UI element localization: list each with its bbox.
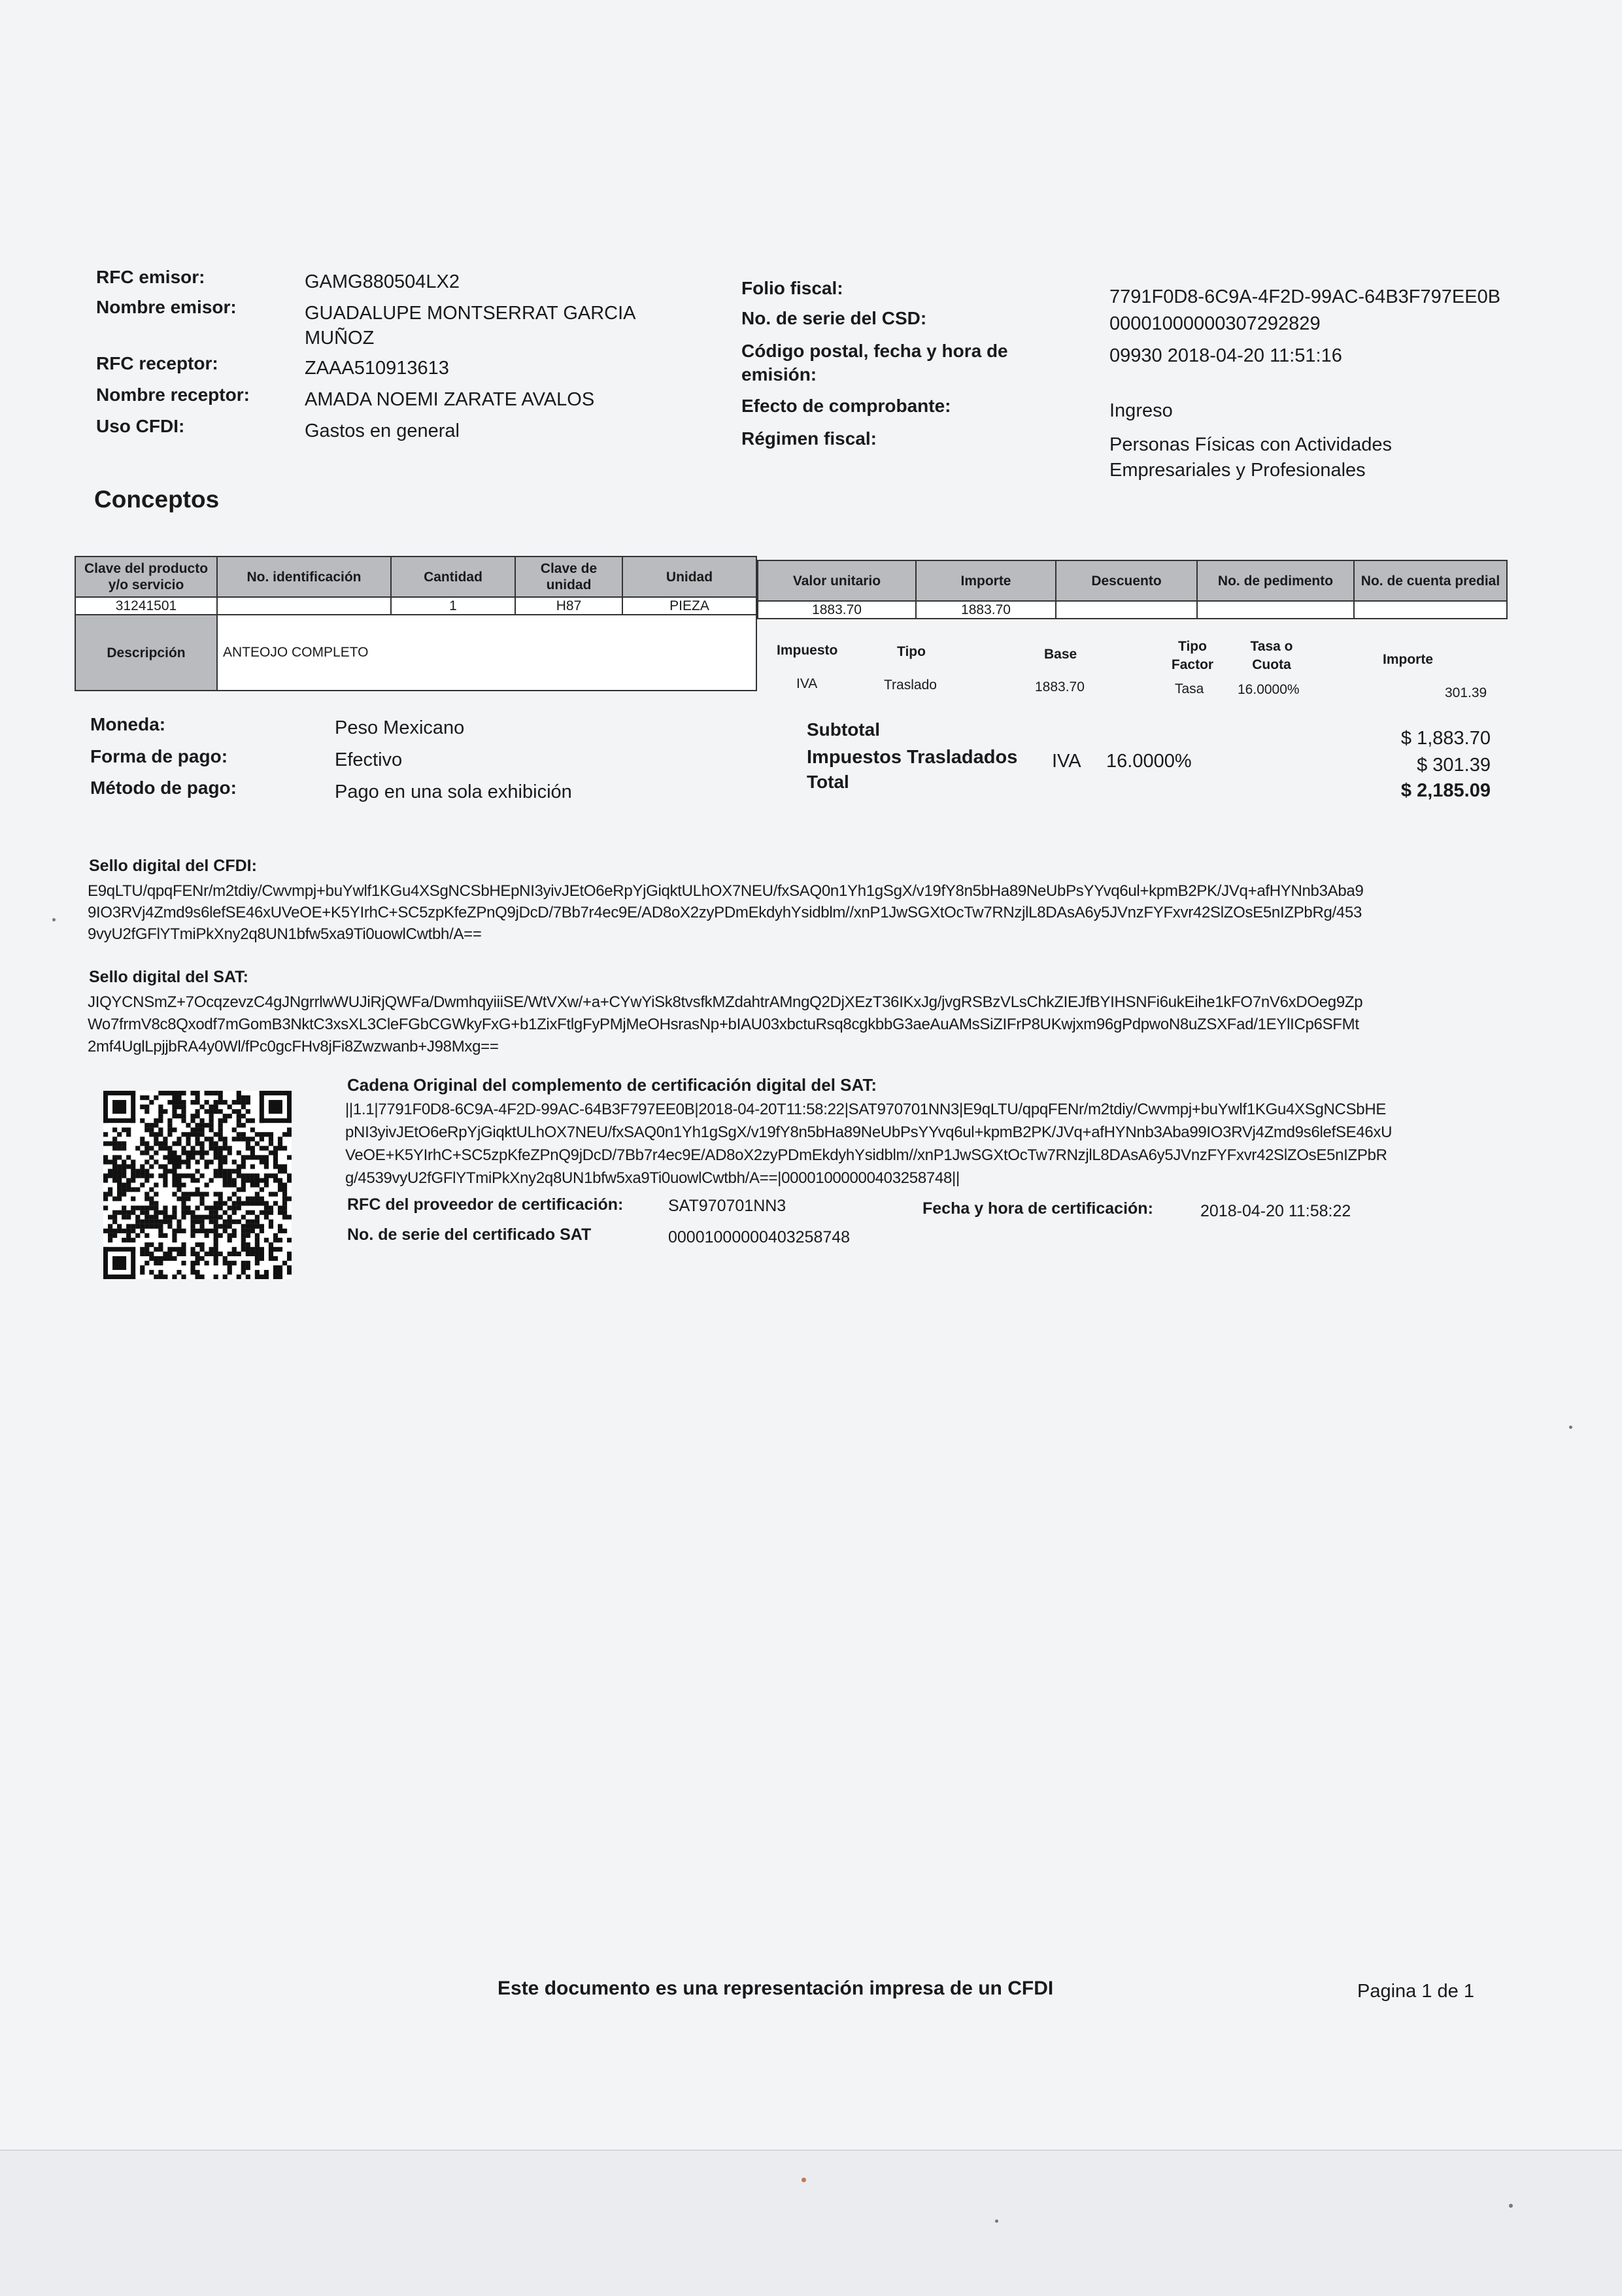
serie-csd-label: No. de serie del CSD: [741,308,927,328]
cell-importe: 1883.70 [916,601,1056,619]
nombre-emisor-line1: GUADALUPE MONTSERRAT GARCIA [305,303,636,324]
tax-impuesto: IVA [796,676,818,691]
nombre-receptor-label: Nombre receptor: [96,385,250,405]
cell-pedimento [1197,601,1354,619]
sello-sat-line2: Wo7frmV8c8Qxodf7mGomB3NktC3xsXL3CleFGbCGWkyFxG+b1ZixFtlgFyPMjMeOHsrasNp+bIAU03xbctuRsq8cgkbbG3aeAuAMsSiZIFrP8UKwjxm96gPdpwoN8uZSXFad/1EYlICp6SFMt [88,1016,1359,1033]
col-importe: Importe [916,560,1056,601]
sello-sat-label: Sello digital del SAT: [89,968,249,986]
scan-speck [995,2219,998,2223]
rfc-receptor-label: RFC receptor: [96,353,218,373]
cell-cuenta-predial [1354,601,1507,619]
nombre-emisor-label: Nombre emisor: [96,297,237,317]
cp-fecha-label-1: Código postal, fecha y hora de [741,341,1008,361]
tax-head-importe: Importe [1383,652,1434,667]
total-value: $ 2,185.09 [1400,780,1491,801]
rfc-receptor-value: ZAAA510913613 [305,358,449,379]
scan-speck [802,2178,806,2182]
rfc-emisor-value: GAMG880504LX2 [305,271,460,292]
cell-cantidad: 1 [391,597,515,615]
cadena-line3: VeOE+K5YIrhC+SC5zpKfeZPnQ9jDcD/7Bb7r4ec9E/AD8oX2zyPDmEkdyhYsidblm//xnP1JwSGXtOcTw7RNzjlL8DAsA6y5JVnzFYFxvr42SlZOsE5nIZPbR [345,1146,1387,1164]
regimen-label: Régimen fiscal: [741,428,877,449]
efecto-label: Efecto de comprobante: [741,396,951,416]
scan-speck [1509,2204,1513,2208]
conceptos-title: Conceptos [94,486,220,513]
col-pedimento: No. de pedimento [1197,560,1354,601]
subtotal-label: Subtotal [807,719,880,740]
col-valor-unitario: Valor unitario [758,560,916,601]
forma-pago-label: Forma de pago: [90,746,228,766]
tax-tasa: 16.0000% [1238,682,1300,697]
qr-code [103,1091,292,1279]
total-label: Total [807,772,849,792]
footer-pagina: Pagina 1 de 1 [1357,1981,1474,2002]
tax-tipo-factor: Tasa [1175,681,1204,696]
nombre-receptor-value: AMADA NOEMI ZARATE AVALOS [305,389,595,410]
efecto-value: Ingreso [1109,400,1173,421]
sello-sat-line3: 2mf4UglLpjjbRA4y0Wl/fPc0gcFHv8jFi8Zwzwanb+J98Mxg== [88,1038,499,1055]
sello-cfdi-label: Sello digital del CFDI: [89,857,257,875]
serie-sat-label: No. de serie del certificado SAT [347,1225,592,1244]
col-cuenta-predial: No. de cuenta predial [1354,560,1507,601]
cadena-line2: pNI3yivJEtO6eRpYjGiqktULhOX7NEU/fxSAQ0n1Yh1gSgX/v19fY8n5bHa89NeUbPsYYvq6ul+kpmB2PK/JVq+afHYNnb3Aba99IO3RVj4Zmd9s6lefSE46xU [345,1123,1393,1141]
serie-sat-value: 00001000000403258748 [668,1228,851,1246]
moneda-label: Moneda: [90,714,166,734]
footer-leyenda: Este documento es una representación impresa de un CFDI [498,1978,1054,1999]
scan-speck [52,918,56,921]
cell-clave: 31241501 [75,597,217,615]
descripcion-label: Descripción [75,615,217,691]
descripcion-value: ANTEOJO COMPLETO [217,615,756,691]
rfc-proveedor-value: SAT970701NN3 [668,1197,786,1215]
rfc-proveedor-label: RFC del proveedor de certificación: [347,1195,624,1214]
concepts-table-left [75,556,757,691]
col-cantidad: Cantidad [391,557,515,597]
cell-descuento [1056,601,1197,619]
metodo-pago-label: Método de pago: [90,778,237,798]
cp-fecha-value: 09930 2018-04-20 11:51:16 [1109,345,1342,366]
fecha-certificacion-label: Fecha y hora de certificación: [922,1199,1153,1218]
tax-head-tasa: Tasa o Cuota [1250,639,1293,672]
uso-cfdi-value: Gastos en general [305,420,460,441]
sello-cfdi-line3: 9vyU2fGFlYTmiPkXny2q8UN1bfw5xa9Ti0uowlCwtbh/A== [88,925,482,943]
cadena-line1: ||1.1|7791F0D8-6C9A-4F2D-99AC-64B3F797EE0B|2018-04-20T11:58:22|SAT970701NN3|E9qLTU/qpqFENr/m2tdiy/Cwvmpj+buYwlf1KGu4XSgNCSbHE [345,1101,1387,1118]
tax-base: 1883.70 [1035,679,1085,694]
sello-cfdi-line1: E9qLTU/qpqFENr/m2tdiy/Cwvmpj+buYwlf1KGu4XSgNCSbHEpNI3yivJEtO6eRpYjGiqktULhOX7NEU/fxSAQ0n1Yh1gSgX/v19fY8n5bHa89NeUbPsYYvq6ul+kpmB2PK/JVq+afHYNnb3Aba9 [88,882,1364,900]
scan-speck [1569,1426,1572,1429]
rfc-emisor-label: RFC emisor: [96,267,205,287]
tax-tipo: Traslado [884,677,937,693]
metodo-pago-value: Pago en una sola exhibición [335,781,572,802]
tax-head-tipo-factor: Tipo Factor [1171,639,1214,672]
cadena-label: Cadena Original del complemento de certificación digital del SAT: [347,1075,877,1095]
col-clave-producto: Clave del producto y/o servicio [75,557,217,597]
folio-fiscal-value: 7791F0D8-6C9A-4F2D-99AC-64B3F797EE0B [1109,286,1501,307]
nombre-emisor-line2: MUÑOZ [305,328,375,349]
cadena-line4: g/4539vyU2fGFlYTmiPkXny2q8UN1bfw5xa9Ti0uowlCwtbh/A==|00001000000403258748|| [345,1169,960,1187]
impuestos-trasladados-label: Impuestos Trasladados [807,747,1018,768]
cell-valor-unitario: 1883.70 [758,601,916,619]
moneda-value: Peso Mexicano [335,717,465,738]
uso-cfdi-label: Uso CFDI: [96,416,185,436]
col-descuento: Descuento [1056,560,1197,601]
impuestos-value: $ 301.39 [1417,755,1491,776]
serie-csd-value: 00001000000307292829 [1109,313,1321,334]
col-unidad: Unidad [622,557,756,597]
forma-pago-value: Efectivo [335,749,403,770]
tax-head-tipo: Tipo [897,644,926,659]
tax-importe: 301.39 [1445,685,1487,700]
subtotal-value: $ 1,883.70 [1400,728,1491,749]
impuestos-tipo: IVA [1052,751,1081,772]
col-clave-unidad: Clave de unidad [515,557,622,597]
folio-fiscal-label: Folio fiscal: [741,278,843,298]
sello-sat-line1: JIQYCNSmZ+7OcqzevzC4gJNgrrlwWUJiRjQWFa/DwmhqyiiiSE/WtVXw/+a+CYwYiSk8tvsfkMZdahtrAMngQ2DjXEzT36IKxJg/jvgRSBzVLsChkZIEJfBYIHSNFi6ukEihe1kFO7nV6xDOeg9Zp [88,993,1363,1011]
cp-fecha-label-2: emisión: [741,364,817,385]
cell-noid [217,597,391,615]
regimen-value-1: Personas Físicas con Actividades [1109,434,1392,455]
regimen-value-2: Empresariales y Profesionales [1109,460,1366,481]
sello-cfdi-line2: 9IO3RVj4Zmd9s6lefSE46xUVeOE+K5YIrhC+SC5zpKfeZPnQ9jDcD/7Bb7r4ec9E/AD8oX2zyPDmEkdyhYsidblm//xnP1JwSGXtOcTw7RNzjlL8DAsA6y5JVnzFYFxvr42SlZOsE5nIZPbRg/453 [88,904,1362,921]
cell-clave-unidad: H87 [515,597,622,615]
col-no-identificacion: No. identificación [217,557,391,597]
concepts-table-right [757,560,1508,619]
tax-head-base: Base [1044,647,1077,662]
cell-unidad: PIEZA [622,597,756,615]
fecha-certificacion-value: 2018-04-20 11:58:22 [1200,1202,1351,1220]
scan-edge [0,2150,1622,2296]
tax-head-impuesto: Impuesto [777,643,838,658]
impuestos-tasa: 16.0000% [1106,751,1192,772]
